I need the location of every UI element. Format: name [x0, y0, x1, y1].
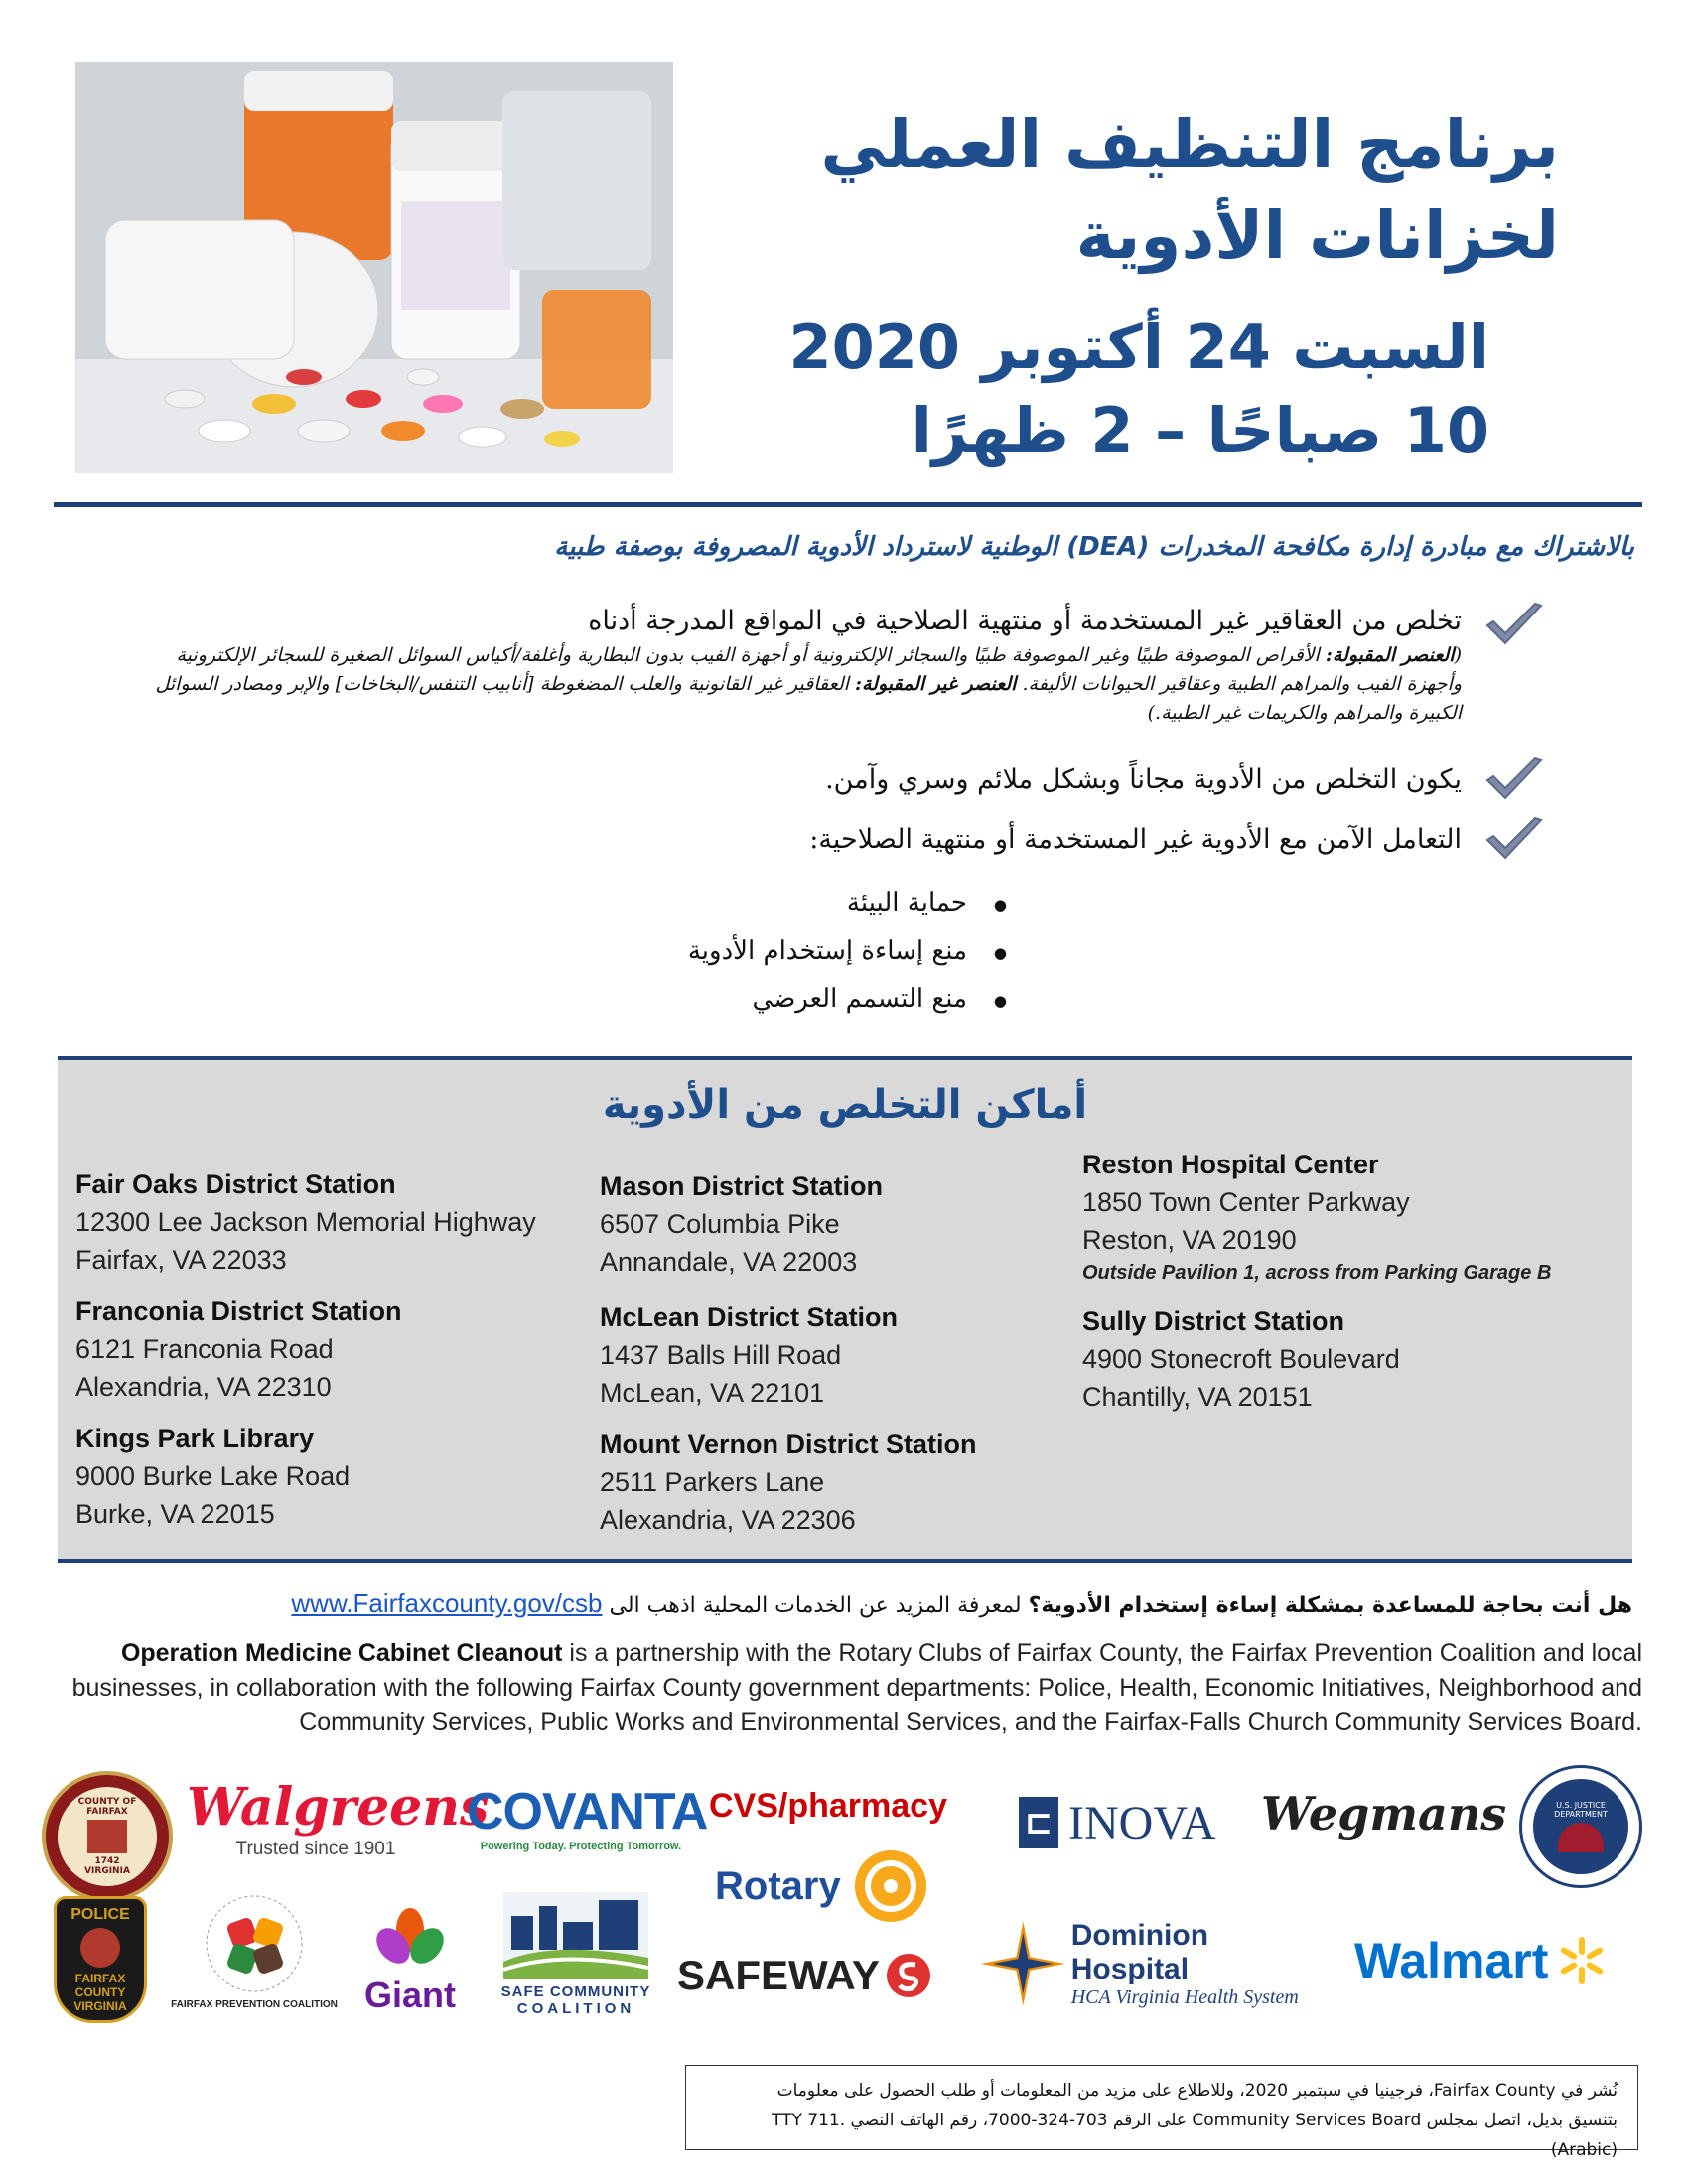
disposal-sites-box: [58, 1056, 1632, 1563]
site-entry: [600, 1426, 1076, 1539]
coalition-wordmark: COALITION: [516, 2000, 635, 2017]
wegmans-logo: Wegmans: [1261, 1787, 1507, 1841]
publication-disclaimer: [685, 2065, 1638, 2160]
accepted-text: الأقراص الموصوفة طبيًا وغير الموصوفة طبيًا والسجائر الإلكترونية أو أجهزة الفيب بدون البطارية وأغلفة/أكياس السوائل الصغيرة للسجائر الإلكترونية وأجهزة الفيب والمراهم الطبية وعقاقير الحيوانات الأليفة.: [176, 644, 1462, 695]
site-note: Outside Pavilion 1, across from Parking Garage B: [1082, 1262, 1552, 1284]
fairfax-county-seal-logo: [42, 1771, 173, 1902]
benefit-item: ● حماية البيئة: [312, 880, 1007, 927]
inova-wordmark: INOVA: [1068, 1796, 1216, 1849]
police-seal-icon: [80, 1928, 120, 1968]
site-entry: [600, 1167, 1076, 1281]
site-street: 1850 Town Center Parkway: [1082, 1187, 1410, 1217]
benefit-item: ● منع إساءة إستخدام الأدوية: [312, 927, 1007, 975]
help-text: لمعرفة المزيد عن الخدمات المحلية اذهب الى: [609, 1593, 1022, 1618]
help-question: هل أنت بحاجة للمساعدة بمشكلة إساءة إستخدام الأدوية؟: [1028, 1593, 1632, 1618]
fairfax-prevention-coalition-logo: [167, 1892, 342, 2031]
walmart-spark-icon: [1556, 1935, 1608, 1986]
site-city: Annandale, VA 22003: [600, 1247, 858, 1277]
about-text: is a partnership with the Rotary Clubs of Fairfax County, the Fairfax Prevention Coalition and local businesses, in collaboration with the following Fairfax County government departments: Police, Health, Economic Initiatives, Neighborhood and Community Services, Public Works and Environmental Services, and the Fairfax-Falls Church Community Services Board.: [71, 1639, 1642, 1736]
csb-link[interactable]: www.Fairfaxcounty.gov/csb: [291, 1588, 603, 1618]
pill-bottles-illustration: [75, 62, 673, 473]
partnership-line: بالاشتراك مع مبادرة إدارة مكافحة المخدرات (DEA) الوطنية لاسترداد الأدوية المصروفة بوصفة طبية: [554, 532, 1634, 562]
seal-bottom: VIRGINIA: [84, 1866, 130, 1876]
checkmark-icon: [1483, 600, 1545, 649]
police-virginia: VIRGINIA: [73, 1999, 127, 2013]
site-street: 4900 Stonecroft Boulevard: [1082, 1344, 1400, 1374]
seal-year: 1742: [94, 1856, 120, 1866]
cvs-pharmacy-logo: CVS/pharmacy: [709, 1787, 947, 1825]
site-name: Fair Oaks District Station: [75, 1169, 396, 1199]
title-line-1: برنامج التنظيف العملي: [820, 106, 1559, 183]
safeway-s-icon: [886, 1953, 931, 1998]
site-name: Mason District Station: [600, 1171, 884, 1201]
walgreens-tagline: Trusted since 1901: [235, 1839, 396, 1859]
safe-community-wordmark: SAFE COMMUNITY: [500, 1983, 651, 2000]
walgreens-logo: [187, 1777, 490, 1876]
accepted-label: العنصر المقبولة:: [1325, 644, 1455, 666]
site-street: 12300 Lee Jackson Memorial Highway: [75, 1207, 536, 1237]
fpc-wordmark: FAIRFAX PREVENTION COALITION: [171, 1999, 338, 2010]
dominion-star-icon: [979, 1919, 1067, 2008]
giant-logo: [355, 1906, 465, 2025]
benefits-list: [312, 880, 1007, 1023]
site-street: 1437 Balls Hill Road: [600, 1340, 842, 1370]
site-city: Alexandria, VA 22310: [75, 1372, 332, 1402]
site-street: 6507 Columbia Pike: [600, 1209, 840, 1239]
walgreens-wordmark: Walgreens: [187, 1777, 490, 1838]
giant-wordmark: Giant: [363, 1975, 456, 2015]
safe-community-coalition-logo: [500, 1892, 651, 2031]
disclaimer-line-2: بتنسيق بديل، اتصل بمجلس Community Services Board على الرقم 703-324-7000، رقم الهاتف النصي TTY 711. (Arabic): [772, 2111, 1618, 2160]
checkmark-icon: [1483, 814, 1545, 864]
dominion-tagline: HCA Virginia Health System: [1070, 1985, 1299, 2008]
checklist-item-1-text: تخلص من العقاقير غير المستخدمة أو منتهية الصلاحية في المواقع المدرجة أدناه: [588, 606, 1462, 636]
dominion-wordmark: Dominion Hospital: [1070, 1918, 1209, 1985]
site-name: Reston Hospital Center: [1082, 1150, 1379, 1179]
date-line: السبت 24 أكتوبر 2020: [788, 311, 1489, 383]
dominion-hospital-logo: [979, 1916, 1331, 2011]
site-entry: [1082, 1302, 1618, 1416]
site-city: Burke, VA 22015: [75, 1499, 275, 1529]
pill-bottles-photo: [75, 62, 673, 473]
seal-text: COUNTY OF FAIRFAX: [77, 1797, 137, 1817]
rotary-wheel-icon: [851, 1846, 930, 1926]
site-city: Fairfax, VA 22033: [75, 1245, 287, 1275]
site-name: Franconia District Station: [75, 1297, 402, 1326]
site-entry: [75, 1165, 592, 1279]
inova-mark-icon: ⊏: [1019, 1797, 1058, 1848]
fairfax-police-badge-logo: [54, 1896, 147, 2023]
community-skyline-icon: [503, 1892, 648, 1979]
site-entry: [1082, 1146, 1618, 1287]
site-street: 2511 Parkers Lane: [600, 1467, 825, 1497]
giant-flower-icon: [375, 1906, 445, 1972]
site-name: Mount Vernon District Station: [600, 1430, 977, 1459]
header-divider: [54, 502, 1642, 507]
safeway-wordmark: SAFEWAY: [677, 1952, 880, 1998]
title-line-2: لخزانات الأدوية: [1075, 198, 1559, 274]
checklist-item-1: [151, 602, 1462, 728]
accepted-items-note: (العنصر المقبولة: الأقراص الموصوفة طبيًا وغير الموصوفة طبيًا والسجائر الإلكترونية أو أجهزة الفيب بدون البطارية وأغلفة/أكياس السوائل الصغيرة للسجائر الإلكترونية وأجهزة الفيب والمراهم الطبية وعقاقير الحيوانات الأليفة. العنصر غير المقبولة: العقاقير غير القانونية والعلب المضغوطة [أنابيب التنفس/البخاخات] والإبر ومصادر السوائل الكبيرة والمراهم والكريمات غير الطبية.): [155, 644, 1462, 724]
disclaimer-line-1: نُشر في Fairfax County، فرجينيا في سبتمبر 2020، وللاطلاع على مزيد من المعلومات أو طلب الحصول على معلومات: [776, 2081, 1618, 2101]
site-city: Chantilly, VA 20151: [1082, 1382, 1313, 1412]
safeway-logo: [677, 1946, 935, 2005]
dea-eagle-icon: [1558, 1823, 1604, 1852]
hands-icon: [200, 1892, 309, 1995]
site-entry: [600, 1298, 1076, 1412]
sites-column-1: [75, 1165, 592, 1547]
sites-title: أماكن التخلص من الأدوية: [602, 1082, 1088, 1128]
site-name: Sully District Station: [1082, 1306, 1345, 1336]
event-date: [695, 306, 1489, 473]
rejected-text: العقاقير غير القانونية والعلب المضغوطة [أنابيب التنفس/البخاخات] والإبر ومصادر السوائل الكبيرة والمراهم والكريمات غير الطبية.): [155, 673, 1462, 724]
site-city: McLean, VA 22101: [600, 1378, 825, 1408]
site-name: Kings Park Library: [75, 1424, 315, 1453]
site-name: McLean District Station: [600, 1302, 899, 1332]
event-title: [665, 99, 1559, 282]
program-name: Operation Medicine Cabinet Cleanout: [120, 1639, 563, 1667]
rotary-logo: [715, 1846, 953, 1926]
site-entry: [75, 1420, 592, 1533]
checklist-item-3: التعامل الآمن مع الأدوية غير المستخدمة أو منتهية الصلاحية:: [809, 824, 1462, 855]
covanta-tagline: Powering Today. Protecting Tomorrow.: [480, 1841, 682, 1852]
walmart-logo: [1354, 1926, 1642, 1995]
sites-column-3: [1082, 1146, 1618, 1430]
seal-shield-icon: [87, 1820, 127, 1853]
time-line: 10 صباحًا – 2 ظهرًا: [911, 394, 1489, 467]
checklist-item-2: يكون التخلص من الأدوية مجاناً وبشكل ملائم وسري وآمن.: [825, 764, 1462, 795]
rotary-wordmark: Rotary: [715, 1863, 841, 1908]
inova-logo: [1019, 1793, 1251, 1852]
site-city: Alexandria, VA 22306: [600, 1505, 856, 1535]
site-entry: [75, 1293, 592, 1406]
about-paragraph: [60, 1636, 1642, 1740]
covanta-logo: [467, 1783, 708, 1862]
help-line: [44, 1588, 1632, 1619]
walmart-wordmark: Walmart: [1354, 1933, 1549, 1988]
rejected-label: العنصر غير المقبولة:: [854, 673, 1017, 695]
police-fairfax: FAIRFAX: [74, 1972, 126, 1985]
sites-column-2: [600, 1167, 1076, 1553]
benefit-item: ● منع التسمم العرضي: [312, 975, 1007, 1023]
site-street: 6121 Franconia Road: [75, 1334, 334, 1364]
police-label: POLICE: [70, 1906, 130, 1923]
site-street: 9000 Burke Lake Road: [75, 1461, 351, 1491]
checkmark-icon: [1483, 754, 1545, 804]
police-county: COUNTY: [74, 1985, 126, 1999]
covanta-wordmark: COVANTA: [467, 1783, 708, 1841]
dea-seal-logo: [1519, 1765, 1642, 1888]
site-city: Reston, VA 20190: [1082, 1225, 1297, 1255]
dea-text: U.S. JUSTICE DEPARTMENT: [1554, 1801, 1608, 1819]
